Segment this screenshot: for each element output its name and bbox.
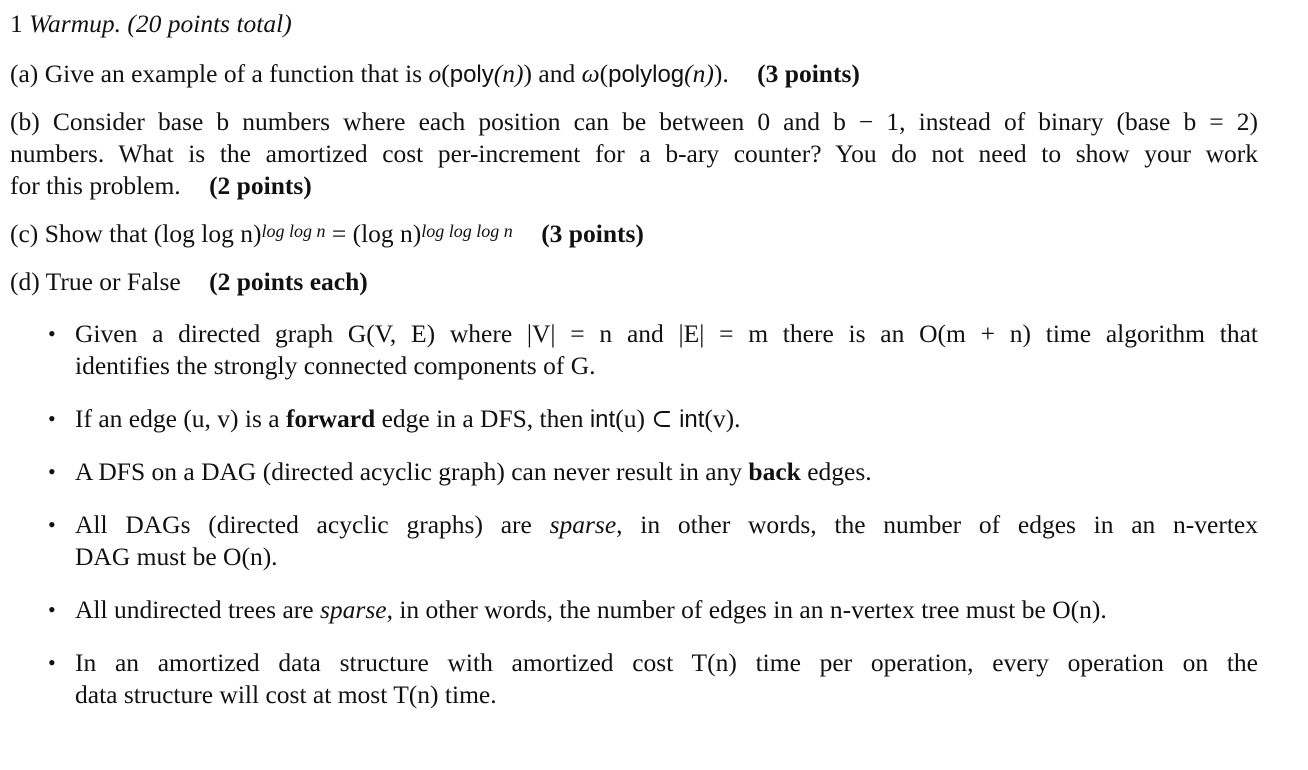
- part-c-text: Show that: [44, 219, 148, 248]
- part-d-label: (d): [10, 267, 40, 296]
- section-number: 1: [10, 9, 23, 38]
- part-a-poly: poly: [449, 61, 494, 88]
- item-1-line2: identifies the strongly connected components of G.: [75, 351, 596, 380]
- item-5-pre: All undirected trees are: [75, 595, 314, 624]
- part-c-rhs-base: (log n): [352, 219, 422, 248]
- item-4-post: , in other words, the number of edges in an n-vertex: [616, 510, 1258, 539]
- section-points: (20 points total): [127, 9, 292, 38]
- part-d-points: (2 points each): [209, 267, 368, 296]
- section-header: [10, 8, 292, 40]
- section-title: Warmup.: [29, 9, 121, 38]
- part-d: [10, 266, 368, 298]
- part-a-and: and: [538, 59, 576, 88]
- part-a-points: (3 points): [757, 59, 860, 88]
- part-c-points: (3 points): [541, 219, 644, 248]
- part-a-little-o: o: [428, 59, 442, 88]
- bullet-icon: •: [48, 597, 56, 622]
- part-a-label: (a): [10, 59, 39, 88]
- item-1-line1: Given a directed graph G(V, E) where |V| = n and |E| = m there is an O(m + n) time algorithm that: [75, 319, 1258, 348]
- part-b-last: [10, 170, 312, 202]
- part-a-polylog: polylog: [608, 61, 685, 88]
- part-a-omega: ω: [581, 59, 600, 88]
- item-5-post: , in other words, the number of edges in an n-vertex tree must be O(n).: [386, 595, 1107, 624]
- part-b-line2: numbers. What is the amortized cost per-increment for a b-ary counter? You do not need to show your work: [10, 139, 1258, 168]
- bullet-icon: •: [48, 321, 56, 346]
- item-6-line2: data structure will cost at most T(n) time.: [75, 680, 497, 709]
- part-b-line1: Consider base b numbers where each position can be between 0 and b − 1, instead of binary (base b = 2): [52, 107, 1259, 136]
- item-2-arg-u: (u) ⊂: [615, 404, 673, 433]
- part-c-equals: =: [331, 219, 347, 248]
- item-2-int-v: int: [679, 406, 705, 433]
- item-2-arg-v: (v).: [704, 404, 741, 433]
- item-2-pre: If an edge (u, v) is a: [75, 404, 280, 433]
- bullet-icon: •: [48, 459, 56, 484]
- part-a-poly-arg: (n): [493, 59, 524, 88]
- item-4-em: sparse: [549, 510, 617, 539]
- item-3-bold: back: [748, 457, 801, 486]
- part-c-lhs-base: (log log n): [153, 219, 262, 248]
- part-b-label: (b): [10, 107, 40, 136]
- part-b: [10, 106, 1258, 138]
- item-4-line2: DAG must be O(n).: [75, 542, 278, 571]
- item-3-pre: A DFS on a DAG (directed acyclic graph) can never result in any: [75, 457, 743, 486]
- item-2-int-u: int: [589, 406, 616, 433]
- part-c-rhs-exp: log log log n: [421, 221, 513, 241]
- bullet-icon: •: [48, 650, 56, 675]
- part-d-text: True or False: [45, 267, 181, 296]
- part-c: [10, 218, 644, 252]
- part-a-end: ).: [713, 59, 729, 88]
- part-c-lhs: [154, 219, 326, 248]
- item-2-mid: edge in a DFS, then: [381, 404, 584, 433]
- part-b-line3: for this problem.: [10, 171, 181, 200]
- part-a: (a) Give an example of a function that is o(poly(n)) and ω(polylog(n)). (3 points): [10, 59, 860, 88]
- bullet-icon: •: [48, 406, 56, 431]
- item-5-em: sparse: [319, 595, 387, 624]
- part-c-label: (c): [10, 219, 39, 248]
- part-a-polylog-arg: (n): [684, 59, 714, 88]
- item-2-bold: forward: [286, 404, 376, 433]
- part-b-cont: [10, 138, 1258, 170]
- part-a-text: Give an example of a function that is: [44, 59, 423, 88]
- bullet-icon: •: [48, 512, 56, 537]
- item-3-post: edges.: [807, 457, 872, 486]
- part-b-points: (2 points): [209, 171, 312, 200]
- part-c-rhs: [353, 219, 513, 248]
- part-c-lhs-exp: log log n: [261, 221, 326, 241]
- item-6-line1: In an amortized data structure with amortized cost T(n) time per operation, every operation on the: [75, 648, 1258, 677]
- item-4-pre: All DAGs (directed acyclic graphs) are: [75, 510, 532, 539]
